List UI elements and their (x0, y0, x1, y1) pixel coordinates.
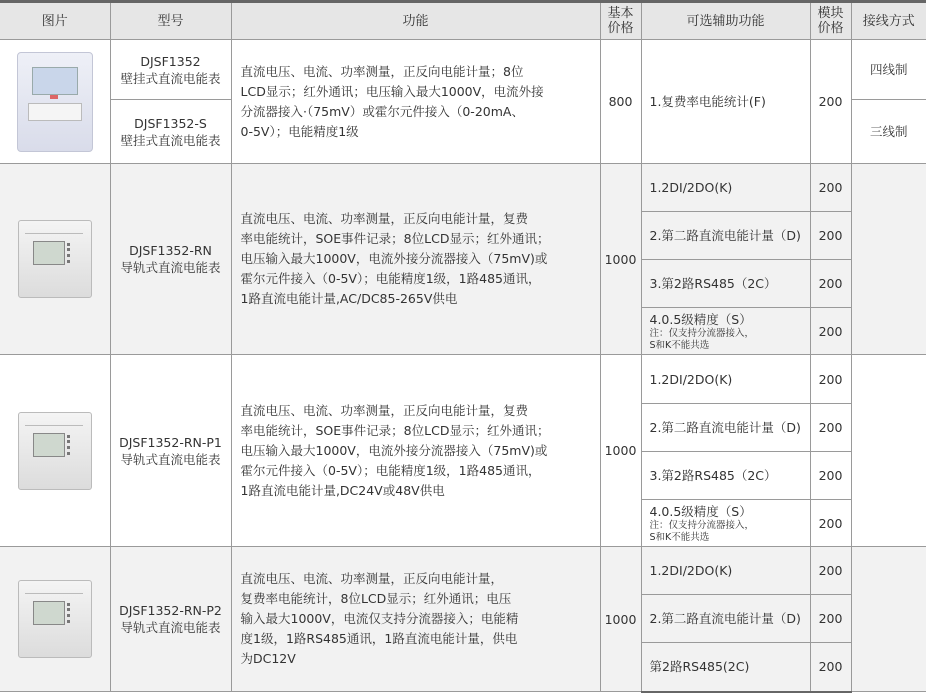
wiring-cell (851, 355, 926, 547)
function-cell: 直流电压、电流、功率测量，正反向电能计量， 复费率电能统计，8位LCD显示；红外通讯；电压 输入最大1000V，电流仅支持分流器接入；电能精 度1级，1路RS485通讯，1路直流电能计量，供电 为DC12V (231, 547, 600, 692)
model-cell: DJSF1352-RN-P2 导轨式直流电能表 (110, 547, 231, 692)
option-cell: 1.复费率电能统计(F) (641, 40, 810, 164)
function-cell: 直流电压、电流、功率测量，正反向电能计量，复费 率电能统计，SOE事件记录；8位LCD显示；红外通讯； 电压输入最大1000V，电流外接分流器接入（75mV)或 霍尔元件接入（0-5V）；电能精度1级，1路485通讯， 1路直流电能计量,DC24V或48V供电 (231, 355, 600, 547)
function-cell: 直流电压、电流、功率测量，正反向电能计量；8位 LCD显示；红外通讯；电压输入最大1000V，电流外接 分流器接入·（75mV）或霍尔元件接入（0-20mA、 0-5V）；电能精度1级 (231, 40, 600, 164)
module-price-cell: 200 (810, 404, 851, 452)
base-price-cell: 800 (600, 40, 641, 164)
option-cell: 2.第二路直流电能计量（D) (641, 404, 810, 452)
model-cell: DJSF1352-RN 导轨式直流电能表 (110, 164, 231, 355)
product-image-cell (0, 355, 110, 547)
module-price-cell: 200 (810, 355, 851, 404)
header-model: 型号 (110, 2, 231, 40)
header-wiring: 接线方式 (851, 2, 926, 40)
model-cell: DJSF1352-S 壁挂式直流电能表 (110, 100, 231, 164)
option-cell: 2.第二路直流电能计量（D) (641, 595, 810, 643)
model-cell: DJSF1352-RN-P1 导轨式直流电能表 (110, 355, 231, 547)
option-cell: 2.第二路直流电能计量（D) (641, 212, 810, 260)
module-price-cell: 200 (810, 500, 851, 547)
header-function: 功能 (231, 2, 600, 40)
wiring-cell (851, 547, 926, 692)
option-cell: 1.2DI/2DO(K) (641, 547, 810, 595)
header-image: 图片 (0, 2, 110, 40)
base-price-cell: 1000 (600, 164, 641, 355)
product-image-cell (0, 164, 110, 355)
table-row (0, 40, 926, 100)
module-price-cell: 200 (810, 595, 851, 643)
base-price-cell: 1000 (600, 355, 641, 547)
header-module-price: 模块 价格 (810, 2, 851, 40)
product-image-cell (0, 547, 110, 692)
table-row (0, 547, 926, 595)
rail-meter-image (18, 220, 92, 298)
wiring-cell (851, 164, 926, 355)
header-options: 可选辅助功能 (641, 2, 810, 40)
function-cell: 直流电压、电流、功率测量，正反向电能计量，复费 率电能统计，SOE事件记录；8位LCD显示；红外通讯； 电压输入最大1000V，电流外接分流器接入（75mV)或 霍尔元件接入（0-5V）；电能精度1级，1路485通讯， 1路直流电能计量,AC/DC85-265V供电 (231, 164, 600, 355)
rail-meter-image (18, 580, 92, 658)
module-price-cell: 200 (810, 260, 851, 308)
option-note: 注：仅支持分流器接入， S和K不能共选 (649, 327, 755, 351)
module-price-cell: 200 (810, 212, 851, 260)
module-price-cell: 200 (810, 643, 851, 692)
option-cell: 3.第2路RS485（2C） (641, 452, 810, 500)
wall-meter-image (17, 52, 93, 152)
model-cell: DJSF1352 壁挂式直流电能表 (110, 40, 231, 100)
header-row (0, 2, 926, 40)
option-label: 4.0.5级精度（S） (649, 503, 752, 519)
option-cell: 1.2DI/2DO(K) (641, 164, 810, 212)
option-cell: 第2路RS485(2C) (641, 643, 810, 692)
wiring-cell: 三线制 (851, 100, 926, 164)
product-image-cell (0, 40, 110, 164)
wiring-cell: 四线制 (851, 40, 926, 100)
rail-meter-image (18, 412, 92, 490)
module-price-cell: 200 (810, 308, 851, 355)
option-cell (641, 308, 810, 355)
option-cell: 3.第2路RS485（2C） (641, 260, 810, 308)
option-cell (641, 500, 810, 547)
module-price-cell: 200 (810, 164, 851, 212)
module-price-cell: 200 (810, 40, 851, 164)
table-row (0, 355, 926, 404)
table-row (0, 164, 926, 212)
option-label: 4.0.5级精度（S） (649, 311, 752, 327)
option-note: 注：仅支持分流器接入， S和K不能共选 (649, 519, 755, 543)
header-base-price: 基本 价格 (600, 2, 641, 40)
module-price-cell: 200 (810, 547, 851, 595)
option-cell: 1.2DI/2DO(K) (641, 355, 810, 404)
module-price-cell: 200 (810, 452, 851, 500)
base-price-cell: 1000 (600, 547, 641, 692)
